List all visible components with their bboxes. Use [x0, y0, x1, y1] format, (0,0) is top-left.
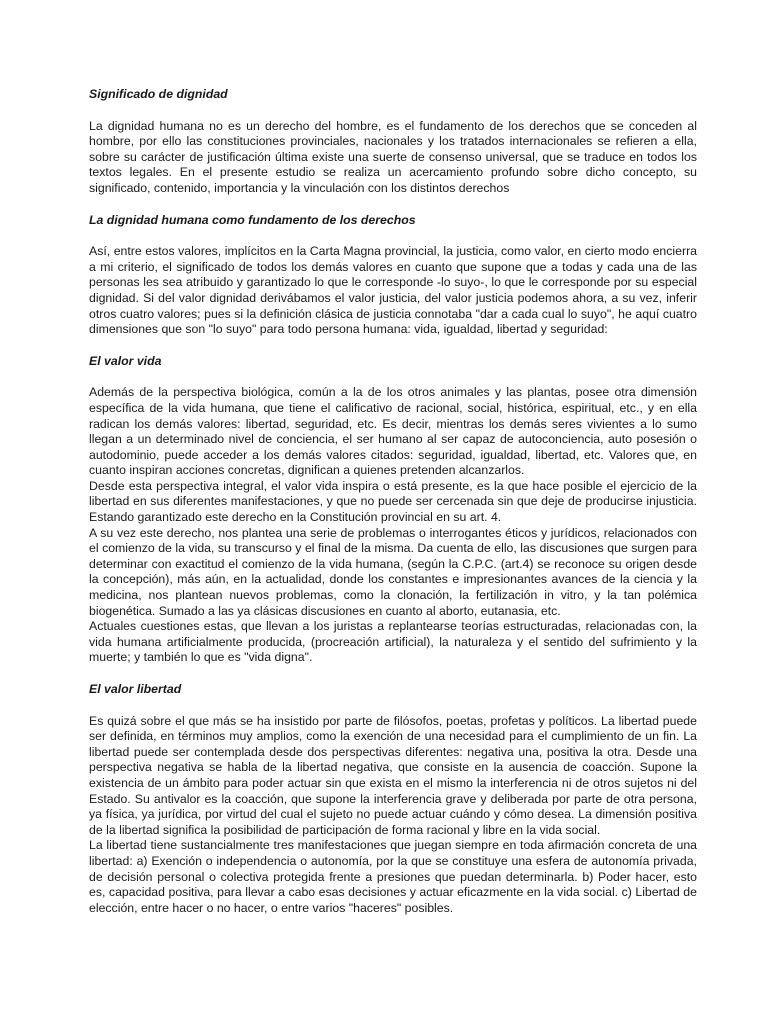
paragraph: La dignidad humana no es un derecho del hombre, es el fundamento de los derechos que se conceden al hombre, por ello las constituciones provinciales, nacionales y los tratados internacionales se refieren a ella, sobre su carácter de justificación última existe una suerte de consenso universal, que se traduce en todos los textos legales. En el presente estudio se realiza un acercamiento profundo sobre dicho concepto, su significado, contenido, importancia y la vinculación con los distintos derechos	[89, 118, 697, 195]
paragraph: Así, entre estos valores, implícitos en la Carta Magna provincial, la justicia, como valor, en cierto modo encierra a mi criterio, el significado de todos los demás valores en cuanto que supone que a todas y cada una de las personas les sea atribuido y garantizado lo que le corresponde -lo suyo-, lo que le corresponde por su especial dignidad. Si del valor dignidad derivábamos el valor justicia, del valor justicia podemos ahora, a su vez, inferir otros cuatro valores; pues si la definición clásica de justicia connotaba "dar a cada cual lo suyo", he aquí cuatro dimensiones que son "lo suyo" para todo persona humana: vida, igualdad, libertad y seguridad:	[89, 244, 697, 337]
paragraph: Desde esta perspectiva integral, el valor vida inspira o está presente, es la que hace posible el ejercicio de la libertad en sus diferentes manifestaciones, y que no puede ser cercenada sin que deje de producirse injusticia. Estando garantizado este derecho en la Constitución provincial en su art. 4.	[89, 478, 697, 525]
section-valor-libertad	[89, 682, 697, 916]
document-page	[89, 87, 697, 932]
paragraph: Actuales cuestiones estas, que llevan a los juristas a replantearse teorías estructuradas, relacionadas con, la vida humana artificialmente producida, (procreación artificial), la naturaleza y el sentido del sufrimiento y la muerte; y también lo que es "vida digna".	[89, 619, 697, 665]
section-heading: La dignidad humana como fundamento de los derechos	[89, 212, 416, 227]
section-heading: Significado de dignidad	[89, 87, 228, 101]
paragraph: La libertad tiene sustancialmente tres manifestaciones que juegan siempre en toda afirmación concreta de una libertad: a) Exención o independencia o autonomía, por la que se constituye una esfera de autonomía privada, de decisión personal o colectiva protegida frente a presiones que puedan determinarla. b) Poder hacer, esto es, capacidad positiva, para llevar a cabo esas decisiones y actuar eficazmente en la vida social. c) Libertad de elección, entre hacer o no hacer, o entre varios "haceres" posibles.	[89, 838, 697, 915]
section-heading: El valor vida	[89, 353, 162, 368]
section-valor-vida	[89, 354, 697, 666]
section-dignidad-fundamento	[89, 213, 697, 338]
section-significado-de-dignidad	[89, 87, 697, 197]
paragraph: Es quizá sobre el que más se ha insistido por parte de filósofos, poetas, profetas y políticos. La libertad puede ser definida, en términos muy amplios, como la exención de una necesidad para el cumplimiento de un fin. La libertad puede ser contemplada desde dos perspectivas diferentes: negativa una, positiva la otra. Desde una perspectiva negativa se habla de la libertad negativa, que consiste en la ausencia de coacción. Supone la existencia de un ámbito para poder actuar sin que exista en el mismo la interferencia ni de otros sujetos ni del Estado. Su antivalor es la coacción, que supone la interferencia grave y deliberada por parte de otra persona, ya física, ya jurídica, por virtud del cual el sujeto no puede actuar cuándo y cómo desea. La dimensión positiva de la libertad significa la posibilidad de participación de forma racional y libre en la vida social.	[89, 713, 697, 837]
paragraph: Además de la perspectiva biológica, común a la de los otros animales y las plantas, posee otra dimensión específica de la vida humana, que tiene el calificativo de racional, social, histórica, espiritual, etc., y en ella radican los demás valores: libertad, seguridad, etc. Es decir, mientras los demás seres vivientes a lo sumo llegan a un determinado nivel de conciencia, el ser humano al ser capaz de autoconciencia, auto posesión o autodominio, puede acceder a los demás valores citados: seguridad, igualdad, libertad, etc. Valores que, en cuanto inspiran acciones concretas, dignifican a quienes pretenden alcanzarlos.	[89, 385, 697, 478]
paragraph: A su vez este derecho, nos plantea una serie de problemas o interrogantes éticos y jurídicos, relacionados con el comienzo de la vida, su transcurso y el final de la misma. Da cuenta de ello, las discusiones que surgen para determinar con exactitud el comienzo de la vida humana, (según la C.P.C. (art.4) se reconoce su origen desde la concepción), más aún, en la actualidad, donde los constantes e impresionantes avances de la ciencia y la medicina, nos plantean nuevos problemas, como la clonación, la fertilización in vitro, y la tan polémica biogenética. Sumado a las ya clásicas discusiones en cuanto al aborto, eutanasia, etc.	[89, 525, 697, 618]
section-heading: El valor libertad	[89, 682, 182, 696]
